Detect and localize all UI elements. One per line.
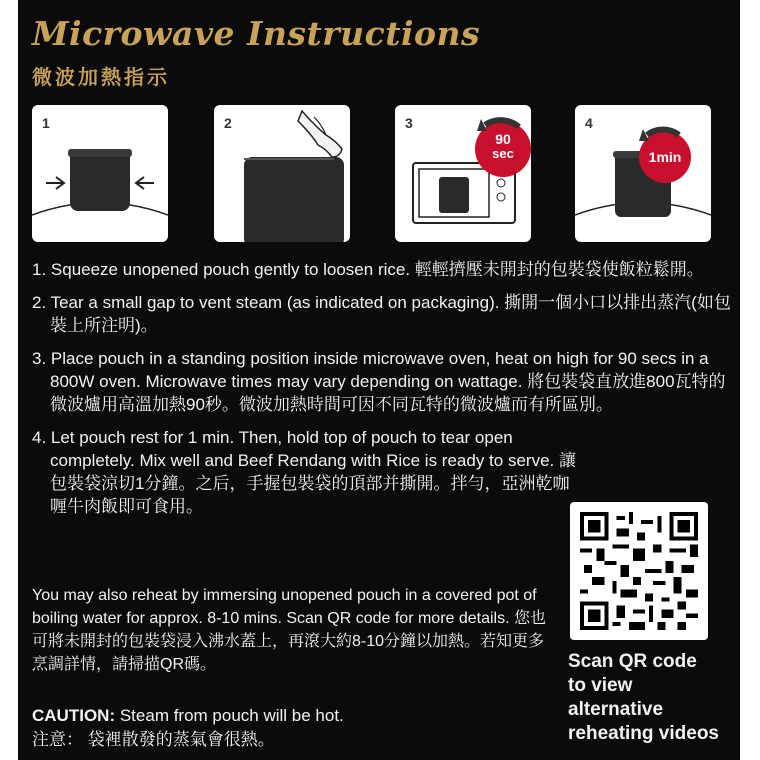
tear-pouch-illustration — [214, 105, 350, 242]
caution-label: CAUTION: — [32, 706, 116, 725]
step-card-4 — [575, 105, 711, 242]
step-1-text: 1. Squeeze unopened pouch gently to loosen rice. 輕輕擠壓未開封的包裝袋使飯粒鬆開。 — [32, 260, 704, 279]
page-title: Microwave Instructions — [32, 14, 481, 53]
microwave-illustration — [395, 105, 531, 242]
step-card-2 — [214, 105, 350, 242]
qr-caption-line: alternative — [568, 699, 664, 720]
step-card-1 — [32, 105, 168, 242]
step-2-text: 2. Tear a small gap to vent steam (as indicated on packaging). 撕開一個小口以排出蒸汽(如包裝上所注明)。 — [32, 293, 731, 335]
step-number: 1 — [42, 115, 50, 131]
step-card-3 — [395, 105, 531, 242]
step-4-text: 4. Let pouch rest for 1 min. Then, hold top of pouch to tear open completely. Mix well and Beef Rendang with Rice is ready to serve. 讓包裝袋涼切1分鐘。之后，手握包裝袋的頂部并撕開。拌勻，亞洲乾咖喱牛肉飯即可食用。 — [32, 428, 576, 516]
rest-pouch-illustration — [575, 105, 711, 242]
instructions-panel — [18, 0, 740, 760]
qr-code-icon — [580, 512, 698, 630]
qr-caption-line: reheating videos — [568, 723, 719, 744]
instructions-list — [32, 258, 732, 528]
step-number: 3 — [405, 115, 413, 131]
qr-caption-line: Scan QR code — [568, 651, 697, 672]
caution-note — [32, 704, 512, 752]
qr-code[interactable] — [570, 502, 708, 640]
step-3-text: 3. Place pouch in a standing position inside microwave oven, heat on high for 90 secs in a 800W oven. Microwave times may vary depending on wattage. 將包裝袋直放進800瓦特的微波爐用高溫加熱90秒。微波加熱時間可因不同瓦特的微波爐而有所區別。 — [32, 349, 726, 414]
timer-sec-label: sec — [492, 146, 514, 161]
caution-zh: 注意： 袋裡散發的蒸氣會很熱。 — [32, 730, 275, 749]
qr-caption — [568, 650, 738, 746]
step-number: 2 — [224, 115, 232, 131]
page-subtitle: 微波加熱指示 — [32, 67, 170, 89]
caution-text: Steam from pouch will be hot. — [119, 706, 344, 725]
qr-caption-line: to view — [568, 675, 633, 696]
reheat-note: You may also reheat by immersing unopened pouch in a covered pot of boiling water for approx. 8-10 mins. Scan QR code for more details. 您也可將未開封的包裝袋浸入沸水蓋上，再滾大約8-10分鐘以加熱。若知更多烹調詳情，請掃描QR碼。 — [32, 587, 547, 673]
timer-1min-label: 1min — [648, 149, 682, 165]
squeeze-pouch-illustration — [32, 105, 168, 242]
timer-90-label: 90 — [495, 131, 511, 147]
step-number: 4 — [585, 115, 593, 131]
